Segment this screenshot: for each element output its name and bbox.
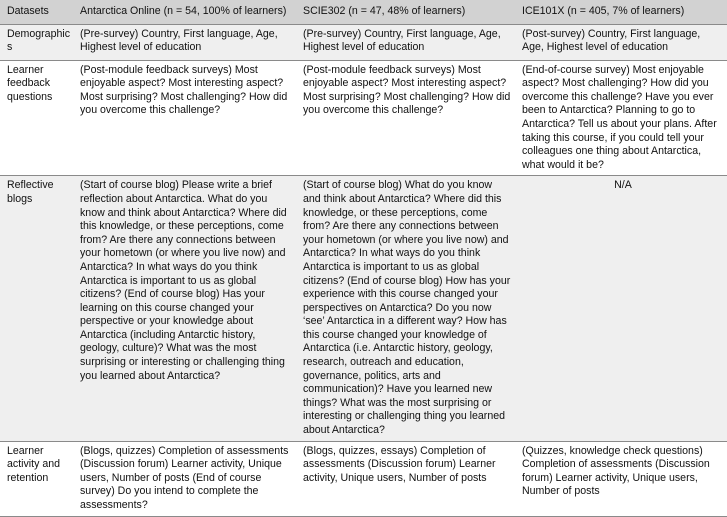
cell-ice101x-blogs: N/A (515, 176, 727, 441)
cell-antarctica-online-demographics: (Pre-survey) Country, First language, Age, Highest level of education (73, 24, 296, 60)
header-datasets: Datasets (0, 0, 73, 24)
cell-scie302-blogs: (Start of course blog) What do you know and think about Antarctica? Where did this knowledge, or these perceptions, come from? Are there any connections between your hometown (or where you live now) and Antarctica? In what ways do you think Antarctica is important to us as global citizens? (End of course blog) How has your experience with this course changed your perspectives on Antarctica? Do you now ‘see’ Antarctica in a different way? How has this course changed your knowledge of Antarctica (i.e. Antarctic history, geology, research, outreach and education, governance, politics, arts and communication)? Have you learned new things? What was the most surprising or interesting or challenging thing you learned about Antarctica? (296, 176, 515, 441)
cell-antarctica-online-feedback: (Post-module feedback surveys) Most enjoyable aspect? Most interesting aspect? Most surprising? Most challenging? How did you overcome this challenge? (73, 60, 296, 176)
row-label-learner-feedback: Learner feedback questions (0, 60, 73, 176)
cell-ice101x-activity: (Quizzes, knowledge check questions) Completion of assessments (Discussion forum) Learner activity, Unique users, Number of posts (515, 441, 727, 516)
header-row (0, 0, 727, 24)
table-header (0, 0, 727, 24)
table-row (0, 176, 727, 441)
cell-antarctica-online-blogs: (Start of course blog) Please write a brief reflection about Antarctica. What do you know and think about Antarctica? Where did this knowledge, or these perceptions, come from? Are there any connections between your hometown (or where you live now) and Antarctica? In what ways do you think Antarctica is important to us as global citizens? (End of course blog) Has your learning on this course changed your perspective or your knowledge about Antarctica (including Antarctic history, geology, culture)? What was the most surprising or interesting or challenging thing you learned about Antarctica? (73, 176, 296, 441)
row-label-learner-activity: Learner activity and retention (0, 441, 73, 516)
cell-antarctica-online-activity: (Blogs, quizzes) Completion of assessments (Discussion forum) Learner activity, Unique users, Number of posts (End of course survey) Do you intend to complete the assessments? (73, 441, 296, 516)
cell-scie302-activity: (Blogs, quizzes, essays) Completion of assessments (Discussion forum) Learner activity, Unique users, Number of posts (296, 441, 515, 516)
row-label-reflective-blogs: Reflective blogs (0, 176, 73, 441)
cell-scie302-feedback: (Post-module feedback surveys) Most enjoyable aspect? Most interesting aspect? Most surprising? Most challenging? How did you overcome this challenge? (296, 60, 515, 176)
cell-scie302-demographics: (Pre-survey) Country, First language, Age, Highest level of education (296, 24, 515, 60)
table-row (0, 60, 727, 176)
header-scie302: SCIE302 (n = 47, 48% of learners) (296, 0, 515, 24)
header-antarctica-online: Antarctica Online (n = 54, 100% of learners) (73, 0, 296, 24)
header-ice101x: ICE101X (n = 405, 7% of learners) (515, 0, 727, 24)
table-body (0, 24, 727, 516)
cell-ice101x-feedback: (End-of-course survey) Most enjoyable aspect? Most challenging? How did you overcome this challenge? Have you ever been to Antarctica? Planning to go to Antarctica? Tell us about your plans. After taking this course, if you could tell your colleagues one thing about Antarctica, what would it be? (515, 60, 727, 176)
row-label-demographics: Demographics (0, 24, 73, 60)
cell-ice101x-demographics: (Post-survey) Country, First language, Age, Highest level of education (515, 24, 727, 60)
table-row (0, 441, 727, 516)
table-row (0, 24, 727, 60)
